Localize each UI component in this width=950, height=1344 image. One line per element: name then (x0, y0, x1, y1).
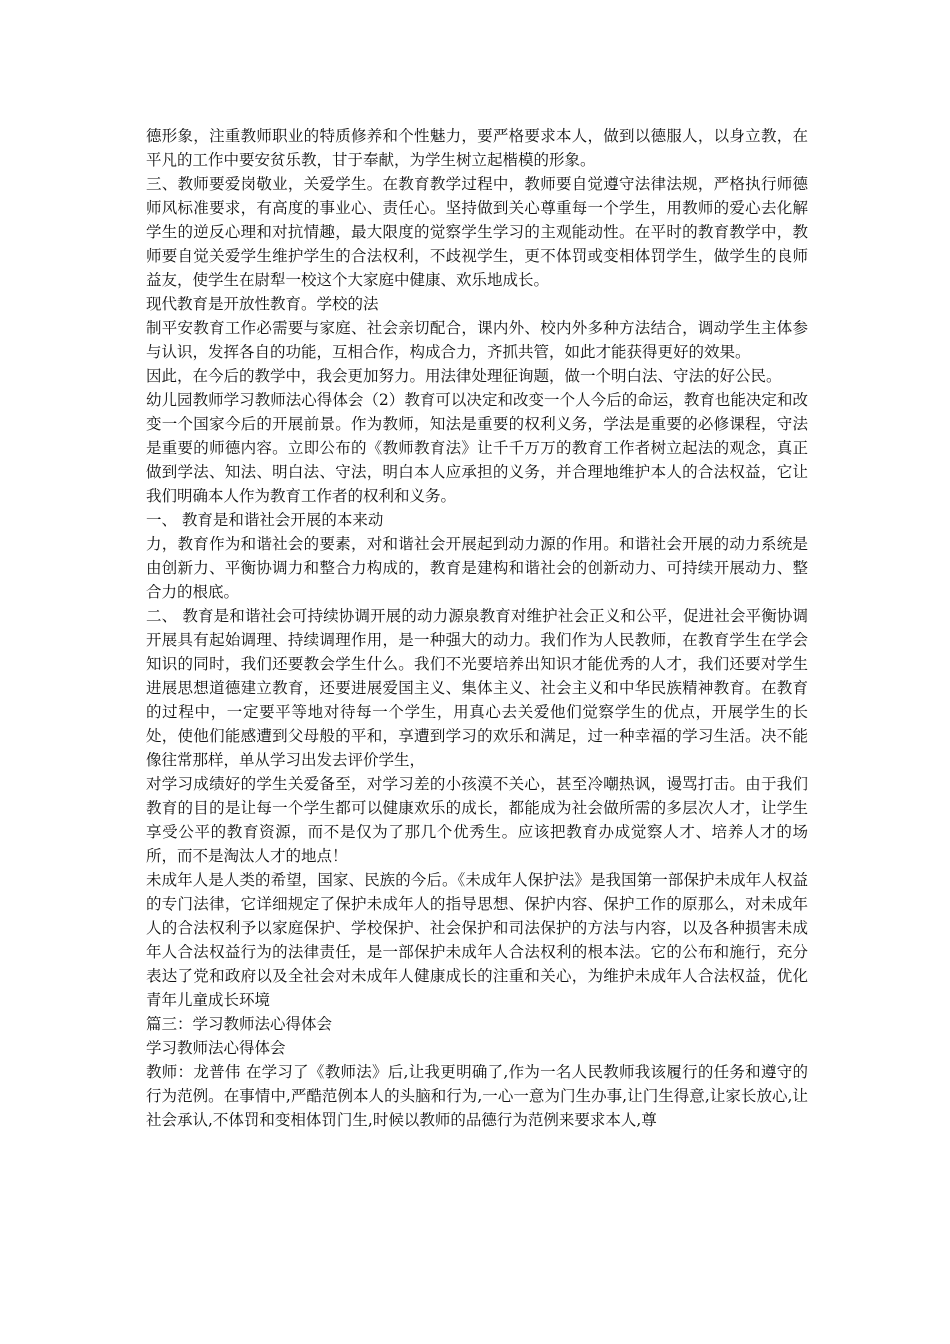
paragraph: 现代教育是开放性教育。学校的法 (146, 295, 379, 313)
section-heading: 篇三：学习教师法心得体会 (146, 1015, 333, 1033)
paragraph: 德形象，注重教师职业的特质修养和个性魅力，要严格要求本人，做到以德服人，以身立教，在平凡的工作中要安贫乐教，甘于奉献，为学生树立起楷模的形象。 (146, 127, 808, 169)
paragraph: 二、 教育是和谐社会可持续协调开展的动力源泉教育对维护社会正义和公平，促进社会平衡协调开展具有起始调理、持续调理作用，是一种强大的动力。我们作为人民教师，在教育学生在学会知识的同时，我们还要教会学生什么。我们不光要培养出知识才能优秀的人才，我们还要对学生进展思想道德建立教育，还要进展爱国主义、集体主义、社会主义和中华民族精神教育。在教育的过程中，一定要平等地对待每一个学生，用真心去关爱他们觉察学生的优点，开展学生的长处，使他们能感遭到父母般的平和，享遭到学习的欢乐和满足，过一种幸福的学习生活。决不能像往常那样，单从学习出发去评价学生， (146, 607, 808, 769)
document-body (146, 124, 808, 1132)
paragraph: 一、 教育是和谐社会开展的本来动 (146, 511, 384, 529)
paragraph: 因此，在今后的教学中，我会更加努力。用法律处理征询题，做一个明白法、守法的好公民。 (146, 367, 782, 385)
paragraph: 对学习成绩好的学生关爱备至，对学习差的小孩漠不关心，甚至冷嘲热讽，谩骂打击。由于我们教育的目的是让每一个学生都可以健康欢乐的成长，都能成为社会做所需的多层次人才，让学生享受公平的教育资源，而不是仅为了那几个优秀生。应该把教育办成觉察人才、培养人才的场所，而不是淘汰人才的地点！ (146, 775, 808, 865)
paragraph: 未成年人是人类的希望，国家、民族的今后。《未成年人保护法》是我国第一部保护未成年人权益的专门法律，它详细规定了保护未成年人的指导思想、保护内容、保护工作的原那么，对未成年人的合法权利予以家庭保护、学校保护、社会保护和司法保护的方法与内容，以及各种损害未成年人合法权益行为的法律责任，是一部保护未成年人合法权利的根本法。它的公布和施行，充分表达了党和政府以及全社会对未成年人健康成长的注重和关心，为维护未成年人合法权益，优化青年儿童成长环境 (146, 871, 808, 1009)
paragraph: 幼儿园教师学习教师法心得体会（2）教育可以决定和改变一个人今后的命运，教育也能决定和改变一个国家今后的开展前景。作为教师，知法是重要的权利义务，学法是重要的必修课程，守法是重要的师德内容。立即公布的《教师教育法》让千千万万的教育工作者树立起法的观念，真正做到学法、知法、明白法、守法，明白本人应承担的义务，并合理地维护本人的合法权益，它让我们明确本人作为教育工作者的权利和义务。 (146, 391, 808, 505)
paragraph: 制平安教育工作必需要与家庭、社会亲切配合，课内外、校内外多种方法结合，调动学生主体参与认识，发挥各自的功能，互相合作，构成合力，齐抓共管，如此才能获得更好的效果。 (146, 319, 808, 361)
paragraph: 三、教师要爱岗敬业，关爱学生。在教育教学过程中，教师要自觉遵守法律法规，严格执行师德师风标准要求，有高度的事业心、责任心。坚持做到关心尊重每一个学生，用教师的爱心去化解学生的逆反心理和对抗情趣，最大限度的觉察学生学习的主观能动性。在平时的教育教学中，教师要自觉关爱学生维护学生的合法权利，不歧视学生，更不体罚或变相体罚学生，做学生的良师益友，使学生在尉犁一校这个大家庭中健康、欢乐地成长。 (146, 175, 808, 289)
paragraph: 力，教育作为和谐社会的要素，对和谐社会开展起到动力源的作用。和谐社会开展的动力系统是由创新力、平衡协调力和整合力构成的，教育是建构和谐社会的创新动力、可持续开展动力、整合力的根底。 (146, 535, 808, 601)
paragraph: 教师：龙普伟 在学习了《教师法》后,让我更明确了,作为一名人民教师我该履行的任务和遵守的行为范例。在事情中,严酷范例本人的头脑和行为,一心一意为门生办事,让门生得意,让家长放心,让社会承认,不体罚和变相体罚门生,时候以教师的品德行为范例来要求本人,尊 (146, 1063, 808, 1129)
document-title: 学习教师法心得体会 (146, 1039, 286, 1057)
